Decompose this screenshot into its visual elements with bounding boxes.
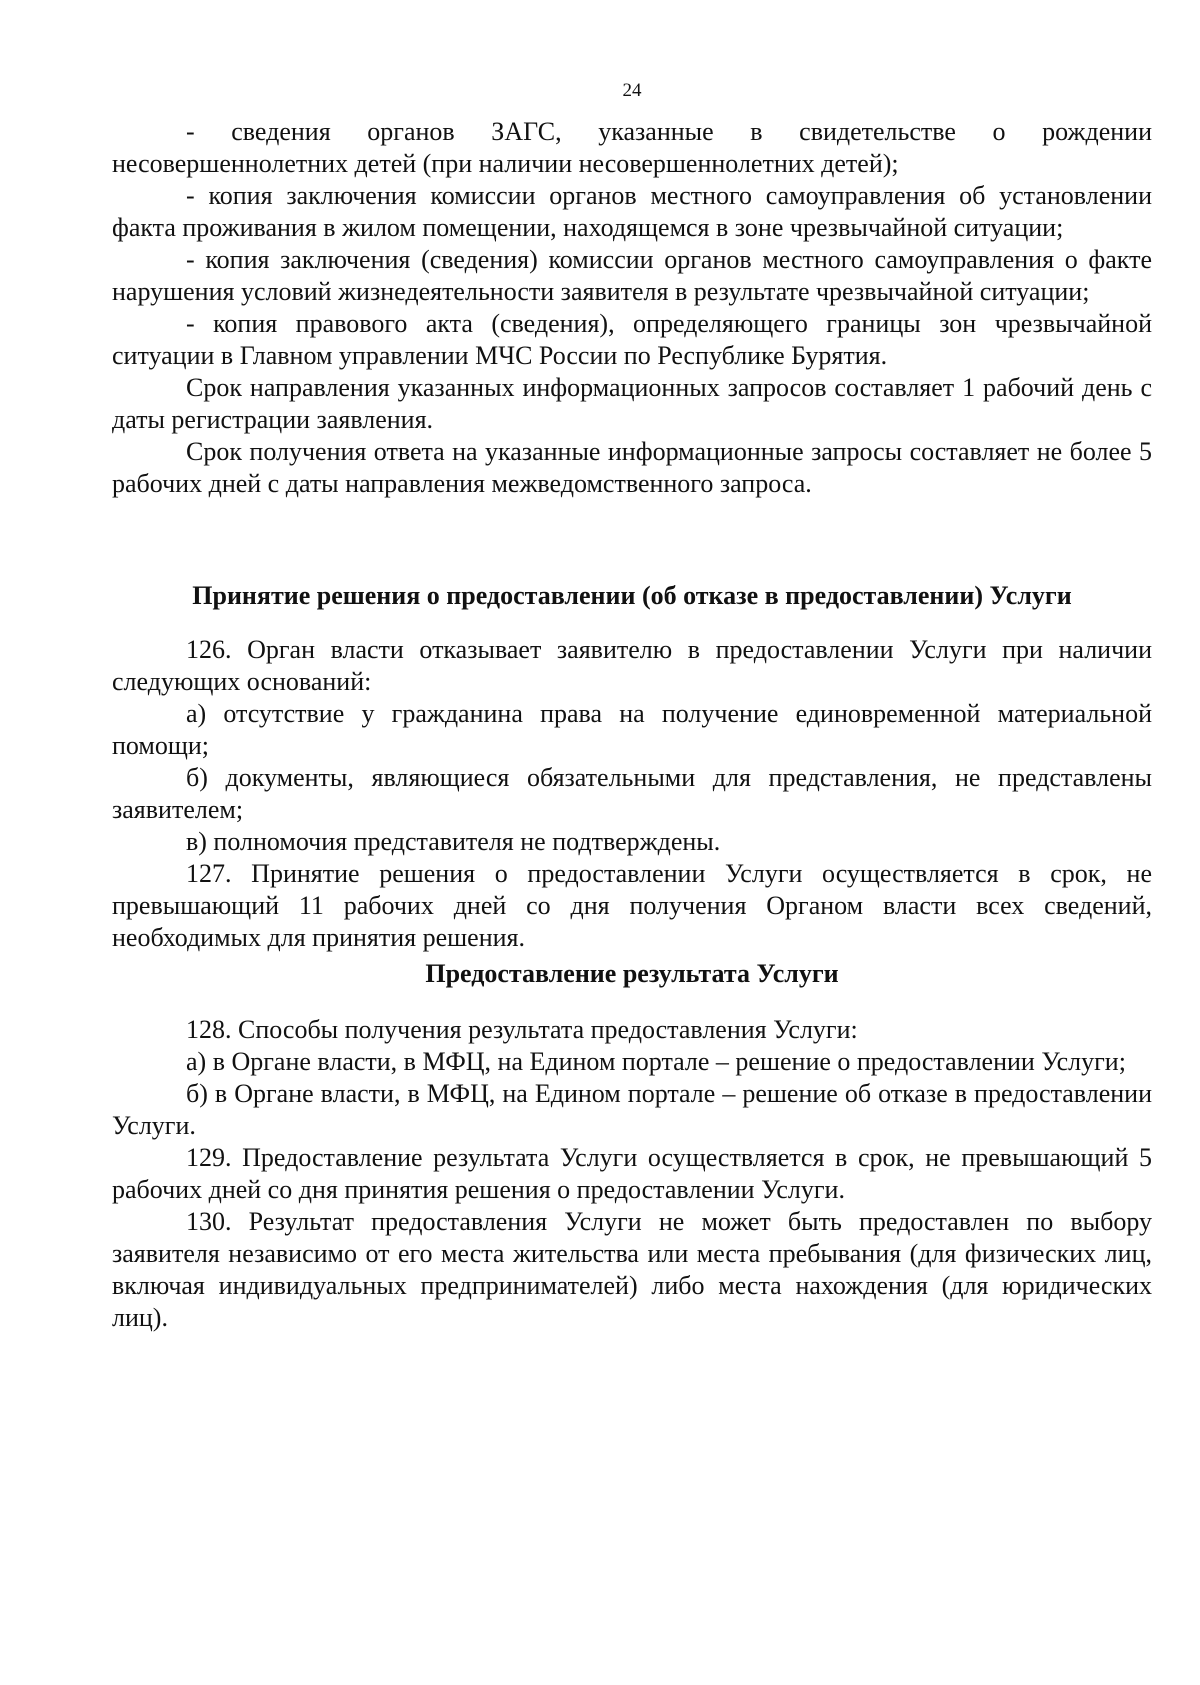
- section-interagency-requests: [112, 116, 1152, 500]
- paragraph: - сведения органов ЗАГС, указанные в свидетельстве о рождении несовершеннолетних детей (при наличии несовершеннолетних детей);: [112, 117, 1152, 178]
- paragraph: а) отсутствие у гражданина права на получение единовременной материальной помощи;: [112, 699, 1152, 760]
- paragraph: Срок направления указанных информационных запросов составляет 1 рабочий день с даты регистрации заявления.: [112, 373, 1152, 434]
- section-result: [112, 1014, 1152, 1334]
- paragraph: 126. Орган власти отказывает заявителю в предоставлении Услуги при наличии следующих оснований:: [112, 635, 1152, 696]
- section-heading: Предоставление результата Услуги: [425, 959, 839, 988]
- paragraph: 127. Принятие решения о предоставлении Услуги осуществляется в срок, не превышающий 11 рабочих дней со дня получения Органом власти всех сведений, необходимых для принятия решения.: [112, 859, 1152, 952]
- paragraph: б) в Органе власти, в МФЦ, на Едином портале – решение об отказе в предоставлении Услуги.: [112, 1079, 1152, 1140]
- paragraph: в) полномочия представителя не подтверждены.: [186, 827, 721, 856]
- paragraph: 128. Способы получения результата предоставления Услуги:: [186, 1015, 858, 1044]
- paragraph: 130. Результат предоставления Услуги не может быть предоставлен по выбору заявителя независимо от его места жительства или места пребывания (для физических лиц, включая индивидуальных предпринимателей) либо места нахождения (для юридических лиц).: [112, 1207, 1152, 1332]
- paragraph: б) документы, являющиеся обязательными для представления, не представлены заявителем;: [112, 763, 1152, 824]
- section-heading: Принятие решения о предоставлении (об отказе в предоставлении) Услуги: [192, 581, 1072, 610]
- paragraph: а) в Органе власти, в МФЦ, на Едином портале – решение о предоставлении Услуги;: [186, 1047, 1126, 1076]
- paragraph: - копия правового акта (сведения), определяющего границы зон чрезвычайной ситуации в Главном управлении МЧС России по Республике Бурятия.: [112, 309, 1152, 370]
- paragraph: 129. Предоставление результата Услуги осуществляется в срок, не превышающий 5 рабочих дней со дня принятия решения о предоставлении Услуги.: [112, 1143, 1152, 1204]
- section-decision: [112, 634, 1152, 954]
- paragraph: - копия заключения комиссии органов местного самоуправления об установлении факта проживания в жилом помещении, находящемся в зоне чрезвычайной ситуации;: [112, 181, 1152, 242]
- paragraph: Срок получения ответа на указанные информационные запросы составляет не более 5 рабочих дней с даты направления межведомственного запроса.: [112, 437, 1152, 498]
- page-number: 24: [622, 80, 642, 101]
- paragraph: - копия заключения (сведения) комиссии органов местного самоуправления о факте нарушения условий жизнедеятельности заявителя в результате чрезвычайной ситуации;: [112, 245, 1152, 306]
